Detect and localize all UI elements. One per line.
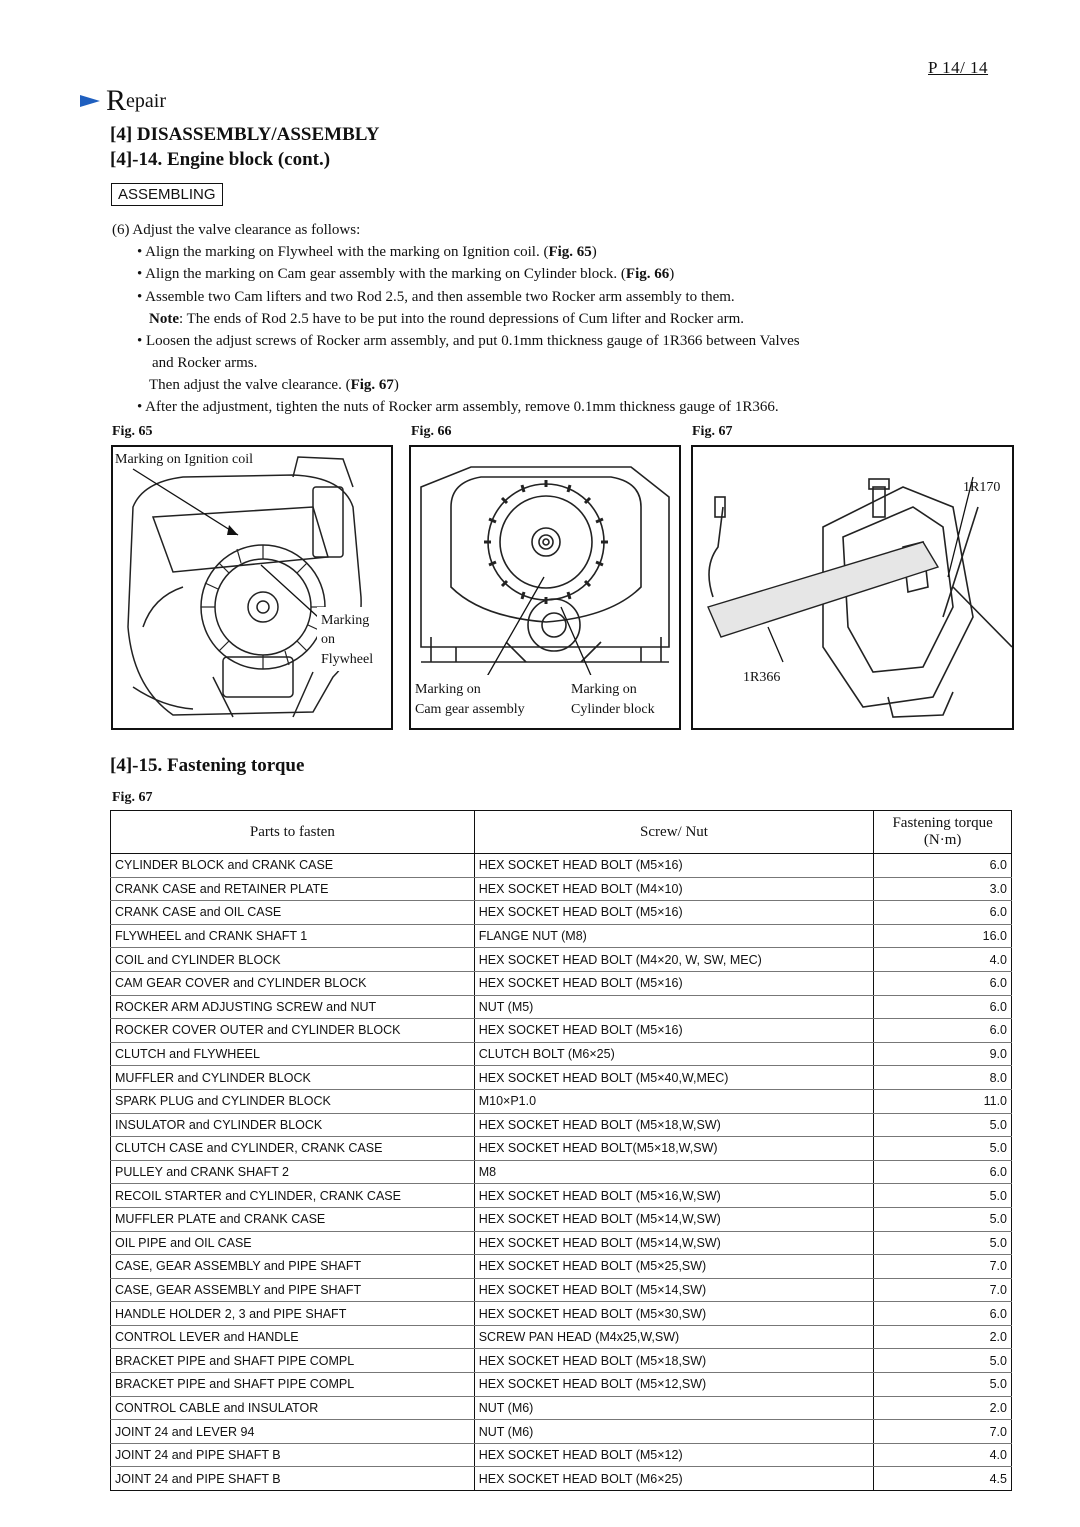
parts-cell: CLUTCH and FLYWHEEL [111,1042,475,1066]
screw-cell: HEX SOCKET HEAD BOLT (M5×16) [474,971,874,995]
parts-cell: JOINT 24 and PIPE SHAFT B [111,1467,475,1491]
parts-cell: SPARK PLUG and CYLINDER BLOCK [111,1089,475,1113]
table-row [111,1042,1012,1066]
marking-flywheel-label-1: Marking [321,613,370,628]
marking-ignition-coil-label: Marking on Ignition coil [115,452,254,467]
screw-cell: HEX SOCKET HEAD BOLT (M5×16) [474,901,874,925]
torque-header-row [111,811,1012,854]
table-row [111,1137,1012,1161]
bullet-1: • Align the marking on Flywheel with the marking on Ignition coil. (Fig. 65) [137,244,597,260]
parts-cell: CRANK CASE and OIL CASE [111,901,475,925]
col-screw-header: Screw/ Nut [474,811,874,854]
parts-cell: FLYWHEEL and CRANK SHAFT 1 [111,924,475,948]
marking-cylinder-label-2: Cylinder block [571,702,655,717]
parts-cell: CASE, GEAR ASSEMBLY and PIPE SHAFT [111,1255,475,1279]
col-torque-header: Fastening torque (N·m) [874,811,1012,854]
torque-cell: 8.0 [874,1066,1012,1090]
marking-flywheel-label-3: Flywheel [321,652,374,667]
col-parts-header: Parts to fasten [111,811,475,854]
note: Note: The ends of Rod 2.5 have to be put into the round depressions of Cum lifter and Rocker arm. [149,311,745,327]
table-row [111,877,1012,901]
table-row [111,1396,1012,1420]
parts-cell: CONTROL LEVER and HANDLE [111,1325,475,1349]
torque-cell: 6.0 [874,995,1012,1019]
screw-cell: HEX SOCKET HEAD BOLT (M5×25,SW) [474,1255,874,1279]
engine-flywheel-drawing [113,447,391,728]
parts-cell: MUFFLER PLATE and CRANK CASE [111,1207,475,1231]
table-row [111,1066,1012,1090]
torque-cell: 7.0 [874,1255,1012,1279]
fig66-label: Fig. 66 [411,424,452,439]
table-row [111,1231,1012,1255]
screw-cell: HEX SOCKET HEAD BOLT (M5×30,SW) [474,1302,874,1326]
bullet-3: • Assemble two Cam lifters and two Rod 2.5, and then assemble two Rocker arm assembly to them. [137,289,735,305]
torque-cell: 6.0 [874,1019,1012,1043]
assembling-label: ASSEMBLING [111,183,223,206]
marking-cam-gear-label-2: Cam gear assembly [415,702,525,717]
torque-cell: 6.0 [874,901,1012,925]
screw-cell: HEX SOCKET HEAD BOLT (M5×14,W,SW) [474,1207,874,1231]
torque-cell: 5.0 [874,1137,1012,1161]
torque-cell: 5.0 [874,1207,1012,1231]
screw-cell: HEX SOCKET HEAD BOLT (M5×16,W,SW) [474,1184,874,1208]
torque-cell: 9.0 [874,1042,1012,1066]
screw-cell: HEX SOCKET HEAD BOLT (M5×14,SW) [474,1278,874,1302]
parts-cell: BRACKET PIPE and SHAFT PIPE COMPL [111,1373,475,1397]
torque-table [110,810,1012,1491]
table-row [111,1443,1012,1467]
table-row [111,1349,1012,1373]
parts-cell: COIL and CYLINDER BLOCK [111,948,475,972]
screw-cell: M8 [474,1160,874,1184]
torque-cell: 6.0 [874,1160,1012,1184]
parts-cell: MUFFLER and CYLINDER BLOCK [111,1066,475,1090]
table-row [111,1420,1012,1444]
screw-cell: FLANGE NUT (M8) [474,924,874,948]
parts-cell: ROCKER ARM ADJUSTING SCREW and NUT [111,995,475,1019]
screw-cell: HEX SOCKET HEAD BOLT (M4×10) [474,877,874,901]
parts-cell: RECOIL STARTER and CYLINDER, CRANK CASE [111,1184,475,1208]
triangle-icon [80,95,100,107]
screw-cell: NUT (M6) [474,1396,874,1420]
screw-cell: HEX SOCKET HEAD BOLT(M5×18,W,SW) [474,1137,874,1161]
table-row [111,1160,1012,1184]
torque-cell: 2.0 [874,1325,1012,1349]
marking-flywheel-label-2: on [321,632,335,647]
screw-cell: HEX SOCKET HEAD BOLT (M5×12) [474,1443,874,1467]
parts-cell: BRACKET PIPE and SHAFT PIPE COMPL [111,1349,475,1373]
screw-cell: HEX SOCKET HEAD BOLT (M5×14,W,SW) [474,1231,874,1255]
torque-cell: 4.0 [874,948,1012,972]
marking-cam-gear-label-1: Marking on [415,682,481,697]
table-row [111,1278,1012,1302]
table-row [111,995,1012,1019]
tool-1r366-label: 1R366 [743,670,781,685]
table-row [111,1255,1012,1279]
marking-cylinder-label-1: Marking on [571,682,637,697]
bullet-2: • Align the marking on Cam gear assembly with the marking on Cylinder block. (Fig. 66) [137,266,675,282]
table-row [111,1184,1012,1208]
screw-cell: M10×P1.0 [474,1089,874,1113]
table-row [111,1467,1012,1491]
screw-cell: HEX SOCKET HEAD BOLT (M5×40,W,MEC) [474,1066,874,1090]
screw-cell: NUT (M6) [474,1420,874,1444]
table-row [111,924,1012,948]
table-row [111,1019,1012,1043]
torque-heading: [4]-15. Fastening torque [110,755,305,776]
torque-cell: 4.0 [874,1443,1012,1467]
parts-cell: ROCKER COVER OUTER and CYLINDER BLOCK [111,1019,475,1043]
torque-cell: 4.5 [874,1467,1012,1491]
torque-cell: 3.0 [874,877,1012,901]
screw-cell: HEX SOCKET HEAD BOLT (M5×12,SW) [474,1373,874,1397]
parts-cell: CAM GEAR COVER and CYLINDER BLOCK [111,971,475,995]
screw-cell: CLUTCH BOLT (M6×25) [474,1042,874,1066]
parts-cell: CASE, GEAR ASSEMBLY and PIPE SHAFT [111,1278,475,1302]
torque-cell: 5.0 [874,1184,1012,1208]
section-title [80,84,166,118]
parts-cell: INSULATOR and CYLINDER BLOCK [111,1113,475,1137]
parts-cell: PULLEY and CRANK SHAFT 2 [111,1160,475,1184]
torque-cell: 6.0 [874,971,1012,995]
table-row [111,1325,1012,1349]
screw-cell: NUT (M5) [474,995,874,1019]
step-6: (6) Adjust the valve clearance as follows: [112,222,361,238]
fig66-illustration [409,445,681,730]
heading-main: [4] DISASSEMBLY/ASSEMBLY [110,124,380,145]
section-initial: R [106,84,127,117]
heading-sub: [4]-14. Engine block (cont.) [110,149,331,170]
screw-cell: HEX SOCKET HEAD BOLT (M5×16) [474,1019,874,1043]
torque-cell: 5.0 [874,1231,1012,1255]
fig65-label: Fig. 65 [112,424,153,439]
screw-cell: HEX SOCKET HEAD BOLT (M4×20, W, SW, MEC) [474,948,874,972]
table-row [111,1113,1012,1137]
torque-cell: 11.0 [874,1089,1012,1113]
tool-1r170-label: 1R170 [963,480,1001,495]
then-adjust: Then adjust the valve clearance. (Fig. 67) [149,377,399,393]
screw-cell: SCREW PAN HEAD (M4x25,W,SW) [474,1325,874,1349]
torque-cell: 5.0 [874,1349,1012,1373]
bullet-4-line2: and Rocker arms. [152,355,258,371]
parts-cell: CONTROL CABLE and INSULATOR [111,1396,475,1420]
torque-fig-label: Fig. 67 [112,790,153,805]
table-row [111,854,1012,878]
screw-cell: HEX SOCKET HEAD BOLT (M5×16) [474,854,874,878]
torque-cell: 6.0 [874,854,1012,878]
bullet-4-line1: • Loosen the adjust screws of Rocker arm assembly, and put 0.1mm thickness gauge of 1R366 between Valves [137,333,800,349]
parts-cell: JOINT 24 and LEVER 94 [111,1420,475,1444]
torque-cell: 7.0 [874,1420,1012,1444]
parts-cell: HANDLE HOLDER 2, 3 and PIPE SHAFT [111,1302,475,1326]
torque-cell: 16.0 [874,924,1012,948]
table-row [111,1302,1012,1326]
screw-cell: HEX SOCKET HEAD BOLT (M5×18,SW) [474,1349,874,1373]
parts-cell: CRANK CASE and RETAINER PLATE [111,877,475,901]
torque-cell: 5.0 [874,1113,1012,1137]
parts-cell: CYLINDER BLOCK and CRANK CASE [111,854,475,878]
table-row [111,971,1012,995]
screw-cell: HEX SOCKET HEAD BOLT (M6×25) [474,1467,874,1491]
page-number: P 14/ 14 [928,58,989,77]
torque-cell: 2.0 [874,1396,1012,1420]
parts-cell: CLUTCH CASE and CYLINDER, CRANK CASE [111,1137,475,1161]
table-row [111,901,1012,925]
parts-cell: OIL PIPE and OIL CASE [111,1231,475,1255]
bullet-5: • After the adjustment, tighten the nuts of Rocker arm assembly, remove 0.1mm thickness gauge of 1R366. [137,399,779,415]
table-row [111,1089,1012,1113]
table-row [111,1207,1012,1231]
torque-cell: 6.0 [874,1302,1012,1326]
torque-cell: 7.0 [874,1278,1012,1302]
table-row [111,948,1012,972]
fig67-label: Fig. 67 [692,424,733,439]
screw-cell: HEX SOCKET HEAD BOLT (M5×18,W,SW) [474,1113,874,1137]
torque-cell: 5.0 [874,1373,1012,1397]
section-rest: epair [126,89,166,112]
fig65-illustration [111,445,393,730]
table-row [111,1373,1012,1397]
parts-cell: JOINT 24 and PIPE SHAFT B [111,1443,475,1467]
fig67-illustration [691,445,1014,730]
